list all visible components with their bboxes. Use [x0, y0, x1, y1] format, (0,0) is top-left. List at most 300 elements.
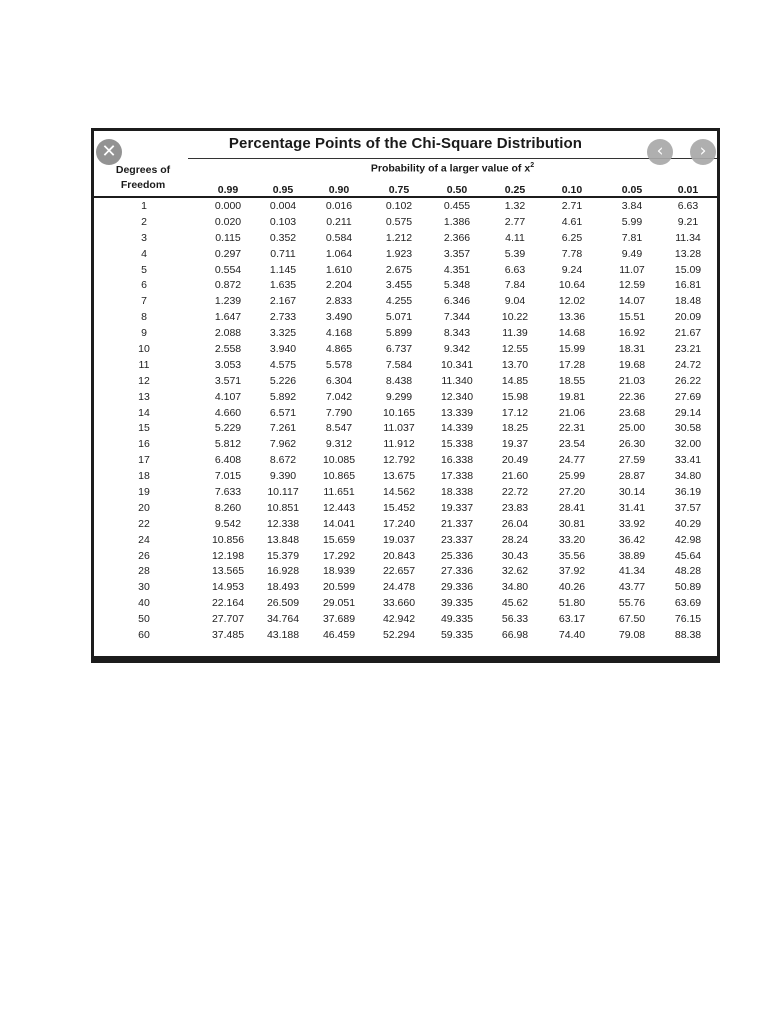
column-header: 0.95: [272, 184, 294, 196]
value-cell: 13.339: [440, 406, 474, 419]
value-cell: 63.69: [674, 597, 702, 610]
value-cell: 8.260: [214, 501, 242, 514]
value-cell: 3.84: [621, 200, 643, 212]
value-cell: 17.12: [501, 406, 529, 419]
value-cell: 15.452: [382, 501, 416, 514]
value-cell: 3.357: [443, 247, 471, 260]
value-cell: 12.338: [266, 517, 300, 530]
value-cell: 9.542: [214, 517, 242, 530]
value-cell: 40.26: [558, 581, 586, 594]
table-row: [94, 278, 717, 294]
value-cell: 18.25: [501, 422, 529, 435]
dof-cell: 28: [138, 565, 150, 578]
value-cell: 2.833: [325, 295, 353, 308]
value-cell: 23.21: [674, 343, 702, 356]
dof-cell: 40: [138, 597, 150, 610]
table-row: [94, 215, 717, 231]
table-row: [94, 612, 717, 628]
value-cell: 2.366: [443, 231, 471, 244]
value-cell: 15.51: [618, 311, 646, 324]
value-cell: 14.953: [211, 581, 245, 594]
column-headers: [94, 184, 717, 196]
column-header: 0.50: [446, 184, 468, 196]
value-cell: 7.344: [443, 311, 471, 324]
value-cell: 32.00: [674, 438, 702, 451]
value-cell: 16.928: [266, 565, 300, 578]
value-cell: 16.338: [440, 454, 474, 467]
header-divider: [94, 196, 717, 198]
value-cell: 6.304: [325, 374, 353, 387]
value-cell: 9.299: [385, 390, 413, 403]
value-cell: 0.554: [214, 263, 242, 276]
value-cell: 10.64: [558, 279, 586, 292]
value-cell: 22.31: [558, 422, 586, 435]
value-cell: 24.77: [558, 454, 586, 467]
table-row: [94, 342, 717, 358]
value-cell: 6.408: [214, 454, 242, 467]
value-cell: 27.336: [440, 565, 474, 578]
value-cell: 0.016: [325, 200, 353, 212]
value-cell: 7.790: [325, 406, 353, 419]
value-cell: 21.337: [440, 517, 474, 530]
value-cell: 8.343: [443, 327, 471, 340]
value-cell: 55.76: [618, 597, 646, 610]
column-header: 0.90: [328, 184, 350, 196]
value-cell: 7.584: [385, 358, 413, 371]
value-cell: 3.325: [269, 327, 297, 340]
value-cell: 59.335: [440, 629, 474, 642]
value-cell: 10.165: [382, 406, 416, 419]
value-cell: 28.24: [501, 533, 529, 546]
value-cell: 41.34: [618, 565, 646, 578]
dof-cell: 15: [138, 422, 150, 435]
value-cell: 5.229: [214, 422, 242, 435]
chevron-right-icon: ›: [699, 141, 707, 161]
table-row: [94, 501, 717, 517]
table-row: [94, 628, 717, 644]
value-cell: 27.707: [211, 613, 245, 626]
value-cell: 25.336: [440, 549, 474, 562]
value-cell: 5.39: [504, 247, 526, 260]
value-cell: 0.000: [214, 200, 242, 212]
value-cell: 5.99: [621, 215, 643, 228]
value-cell: 30.14: [618, 486, 646, 499]
value-cell: 18.48: [674, 295, 702, 308]
dof-cell: 1: [141, 200, 147, 212]
value-cell: 3.455: [385, 279, 413, 292]
value-cell: 26.04: [501, 517, 529, 530]
table-row: [94, 263, 717, 279]
value-cell: 19.037: [382, 533, 416, 546]
probability-header-superscript: 2: [530, 162, 535, 169]
value-cell: 7.042: [325, 390, 353, 403]
table-row: [94, 294, 717, 310]
table-row: [94, 580, 717, 596]
title-divider: [188, 158, 717, 159]
value-cell: 32.62: [501, 565, 529, 578]
value-cell: 26.509: [266, 597, 300, 610]
value-cell: 2.204: [325, 279, 353, 292]
dof-header-line2: Freedom: [120, 179, 166, 191]
value-cell: 42.98: [674, 533, 702, 546]
value-cell: 7.633: [214, 486, 242, 499]
table-row: [94, 564, 717, 580]
value-cell: 34.764: [266, 613, 300, 626]
value-cell: 79.08: [618, 629, 646, 642]
value-cell: 21.03: [618, 374, 646, 387]
value-cell: 5.892: [269, 390, 297, 403]
value-cell: 2.71: [561, 200, 583, 212]
value-cell: 2.733: [269, 311, 297, 324]
value-cell: 25.99: [558, 470, 586, 483]
value-cell: 10.085: [322, 454, 356, 467]
value-cell: 3.571: [214, 374, 242, 387]
value-cell: 4.168: [325, 327, 353, 340]
value-cell: 21.60: [501, 470, 529, 483]
value-cell: 0.020: [214, 215, 242, 228]
value-cell: 5.226: [269, 374, 297, 387]
column-header: 0.10: [561, 184, 583, 196]
dof-cell: 6: [141, 279, 147, 292]
value-cell: 3.490: [325, 311, 353, 324]
value-cell: 29.336: [440, 581, 474, 594]
value-cell: 18.939: [322, 565, 356, 578]
dof-cell: 9: [141, 327, 147, 340]
value-cell: 15.98: [501, 390, 529, 403]
value-cell: 36.19: [674, 486, 702, 499]
value-cell: 67.50: [618, 613, 646, 626]
value-cell: 24.72: [674, 358, 702, 371]
table-row: [94, 390, 717, 406]
dof-header-line1: Degrees of: [115, 164, 171, 176]
dof-cell: 26: [138, 549, 150, 562]
value-cell: 5.578: [325, 358, 353, 371]
value-cell: 42.942: [382, 613, 416, 626]
value-cell: 7.962: [269, 438, 297, 451]
value-cell: 14.85: [501, 374, 529, 387]
table-row: [94, 596, 717, 612]
value-cell: 26.30: [618, 438, 646, 451]
close-button[interactable]: [96, 139, 122, 165]
value-cell: 37.92: [558, 565, 586, 578]
value-cell: 10.117: [267, 486, 299, 499]
value-cell: 13.848: [266, 533, 300, 546]
value-cell: 0.004: [269, 200, 297, 212]
value-cell: 5.071: [385, 311, 413, 324]
column-header: 0.01: [677, 184, 699, 196]
dof-cell: 17: [138, 454, 150, 467]
value-cell: 2.675: [385, 263, 413, 276]
value-cell: 5.899: [385, 327, 413, 340]
table-row: [94, 421, 717, 437]
value-cell: 29.051: [322, 597, 356, 610]
value-cell: 0.455: [443, 200, 471, 212]
value-cell: 4.660: [214, 406, 242, 419]
value-cell: 12.59: [618, 279, 646, 292]
value-cell: 63.17: [558, 613, 586, 626]
value-cell: 17.292: [322, 549, 356, 562]
value-cell: 76.15: [674, 613, 702, 626]
value-cell: 0.102: [385, 200, 413, 212]
table-row: [94, 231, 717, 247]
value-cell: 4.575: [269, 358, 297, 371]
value-cell: 4.255: [385, 295, 413, 308]
dof-cell: 24: [138, 533, 150, 546]
value-cell: 39.335: [440, 597, 474, 610]
value-cell: 12.198: [211, 549, 245, 562]
value-cell: 22.72: [501, 486, 529, 499]
value-cell: 1.386: [443, 215, 471, 228]
table-row: [94, 549, 717, 565]
value-cell: 6.25: [561, 231, 583, 244]
value-cell: 10.856: [211, 533, 245, 546]
value-cell: 3.940: [269, 343, 297, 356]
table-title: Percentage Points of the Chi-Square Distribution: [228, 135, 583, 152]
value-cell: 1.32: [504, 200, 526, 212]
value-cell: 52.294: [382, 629, 416, 642]
value-cell: 20.599: [322, 581, 356, 594]
value-cell: 0.352: [269, 231, 297, 244]
close-icon: ✕: [101, 141, 117, 162]
value-cell: 7.261: [269, 422, 297, 435]
dof-cell: 50: [138, 613, 150, 626]
value-cell: 22.36: [618, 390, 646, 403]
value-cell: 15.99: [558, 343, 586, 356]
value-cell: 13.70: [501, 358, 529, 371]
value-cell: 33.660: [382, 597, 416, 610]
value-cell: 12.792: [382, 454, 416, 467]
value-cell: 3.053: [214, 358, 242, 371]
value-cell: 18.31: [618, 343, 646, 356]
table-row: [94, 247, 717, 263]
bottom-rule: [94, 656, 717, 660]
value-cell: 10.851: [266, 501, 300, 514]
value-cell: 2.558: [214, 343, 242, 356]
value-cell: 4.61: [561, 215, 583, 228]
value-cell: 38.89: [618, 549, 646, 562]
value-cell: 1.923: [385, 247, 413, 260]
value-cell: 19.68: [618, 358, 646, 371]
value-cell: 20.843: [382, 549, 416, 562]
value-cell: 14.041: [322, 517, 356, 530]
dof-cell: 7: [141, 295, 147, 308]
column-header: 0.99: [217, 184, 239, 196]
value-cell: 22.657: [382, 565, 416, 578]
value-cell: 7.81: [621, 231, 643, 244]
value-cell: 21.67: [674, 327, 702, 340]
value-cell: 11.39: [502, 327, 528, 340]
value-cell: 34.80: [674, 470, 702, 483]
value-cell: 27.59: [618, 454, 646, 467]
chi-square-table: [91, 128, 720, 663]
value-cell: 30.81: [558, 517, 586, 530]
value-cell: 24.478: [382, 581, 416, 594]
value-cell: 16.81: [674, 279, 702, 292]
value-cell: 88.38: [674, 629, 702, 642]
value-cell: 9.390: [269, 470, 297, 483]
value-cell: 20.49: [501, 454, 529, 467]
value-cell: 4.107: [214, 390, 242, 403]
value-cell: 30.58: [674, 422, 702, 435]
value-cell: 27.69: [674, 390, 702, 403]
value-cell: 10.22: [501, 311, 529, 324]
value-cell: 45.64: [674, 549, 702, 562]
value-cell: 48.28: [674, 565, 702, 578]
value-cell: 7.015: [214, 470, 242, 483]
value-cell: 18.338: [440, 486, 474, 499]
table-row: [94, 437, 717, 453]
value-cell: 8.672: [269, 454, 297, 467]
value-cell: 33.20: [558, 533, 586, 546]
dof-cell: 11: [138, 358, 150, 371]
value-cell: 23.54: [558, 438, 586, 451]
table-row: [94, 469, 717, 485]
value-cell: 43.77: [618, 581, 646, 594]
dof-cell: 3: [141, 231, 147, 244]
value-cell: 12.443: [322, 501, 356, 514]
value-cell: 9.21: [677, 215, 699, 228]
value-cell: 66.98: [501, 629, 529, 642]
dof-cell: 20: [138, 501, 150, 514]
value-cell: 2.77: [504, 215, 526, 228]
chevron-left-icon: ‹: [656, 141, 664, 161]
value-cell: 22.164: [211, 597, 245, 610]
column-header: 0.25: [504, 184, 526, 196]
value-cell: 9.24: [561, 263, 583, 276]
value-cell: 6.571: [269, 406, 297, 419]
dof-cell: 30: [138, 581, 150, 594]
value-cell: 4.351: [443, 263, 471, 276]
value-cell: 49.335: [440, 613, 474, 626]
value-cell: 9.342: [443, 343, 471, 356]
value-cell: 11.07: [619, 263, 645, 276]
value-cell: 1.145: [269, 263, 297, 276]
value-cell: 4.865: [325, 343, 353, 356]
value-cell: 6.63: [677, 200, 699, 212]
value-cell: 13.565: [211, 565, 245, 578]
value-cell: 23.83: [501, 501, 529, 514]
value-cell: 5.348: [443, 279, 471, 292]
value-cell: 0.211: [326, 215, 352, 228]
value-cell: 74.40: [558, 629, 586, 642]
value-cell: 6.346: [443, 295, 471, 308]
next-button[interactable]: [690, 139, 716, 165]
value-cell: 9.49: [621, 247, 643, 260]
dof-cell: 4: [141, 247, 147, 260]
value-cell: 14.562: [382, 486, 416, 499]
value-cell: 37.689: [322, 613, 356, 626]
value-cell: 13.36: [558, 311, 586, 324]
value-cell: 27.20: [558, 486, 586, 499]
value-cell: 23.68: [618, 406, 646, 419]
value-cell: 30.43: [501, 549, 529, 562]
value-cell: 7.84: [504, 279, 526, 292]
value-cell: 14.339: [440, 422, 474, 435]
value-cell: 18.55: [558, 374, 586, 387]
probability-header: [188, 162, 717, 175]
value-cell: 8.438: [385, 374, 413, 387]
value-cell: 0.711: [270, 247, 296, 260]
value-cell: 46.459: [322, 629, 356, 642]
value-cell: 17.28: [558, 358, 586, 371]
value-cell: 34.80: [501, 581, 529, 594]
value-cell: 15.379: [266, 549, 300, 562]
value-cell: 0.297: [214, 247, 242, 260]
value-cell: 19.37: [501, 438, 529, 451]
table-body: [94, 199, 717, 644]
value-cell: 0.115: [215, 231, 241, 244]
value-cell: 33.41: [674, 454, 702, 467]
value-cell: 18.493: [266, 581, 300, 594]
value-cell: 1.064: [325, 247, 353, 260]
previous-button[interactable]: [647, 139, 673, 165]
dof-cell: 5: [141, 263, 147, 276]
value-cell: 13.675: [382, 470, 416, 483]
value-cell: 35.56: [558, 549, 586, 562]
value-cell: 15.338: [440, 438, 474, 451]
value-cell: 11.340: [441, 374, 473, 387]
value-cell: 0.584: [325, 231, 353, 244]
value-cell: 15.09: [674, 263, 702, 276]
table-row: [94, 406, 717, 422]
probability-header-text: Probability of a larger value of x: [370, 162, 531, 175]
value-cell: 45.62: [501, 597, 529, 610]
value-cell: 37.485: [211, 629, 245, 642]
value-cell: 4.11: [505, 231, 525, 244]
dof-cell: 16: [138, 438, 150, 451]
dof-cell: 19: [138, 486, 150, 499]
value-cell: 36.42: [618, 533, 646, 546]
value-cell: 6.63: [504, 263, 526, 276]
value-cell: 0.872: [214, 279, 242, 292]
dof-cell: 10: [138, 343, 150, 356]
dof-cell: 2: [141, 215, 147, 228]
value-cell: 26.22: [674, 374, 702, 387]
value-cell: 9.312: [325, 438, 353, 451]
value-cell: 43.188: [266, 629, 300, 642]
value-cell: 13.28: [674, 247, 702, 260]
value-cell: 14.07: [618, 295, 646, 308]
dof-cell: 13: [138, 390, 150, 403]
value-cell: 0.575: [385, 215, 413, 228]
value-cell: 6.737: [385, 343, 413, 356]
value-cell: 2.088: [214, 327, 242, 340]
table-row: [94, 517, 717, 533]
value-cell: 10.341: [440, 358, 474, 371]
dof-cell: 14: [138, 406, 150, 419]
value-cell: 9.04: [504, 295, 526, 308]
value-cell: 20.09: [674, 311, 702, 324]
value-cell: 1.647: [214, 311, 242, 324]
value-cell: 1.635: [269, 279, 297, 292]
value-cell: 12.340: [440, 390, 474, 403]
value-cell: 15.659: [322, 533, 356, 546]
dof-cell: 8: [141, 311, 147, 324]
value-cell: 19.337: [440, 501, 474, 514]
value-cell: 14.68: [558, 327, 586, 340]
value-cell: 7.78: [561, 247, 583, 260]
value-cell: 11.037: [383, 422, 415, 435]
value-cell: 16.92: [618, 327, 646, 340]
value-cell: 25.00: [618, 422, 646, 435]
value-cell: 1.610: [325, 263, 353, 276]
table-row: [94, 485, 717, 501]
value-cell: 19.81: [558, 390, 586, 403]
column-header: 0.75: [388, 184, 410, 196]
dof-cell: 22: [138, 517, 150, 530]
value-cell: 8.547: [325, 422, 353, 435]
table-row: [94, 374, 717, 390]
